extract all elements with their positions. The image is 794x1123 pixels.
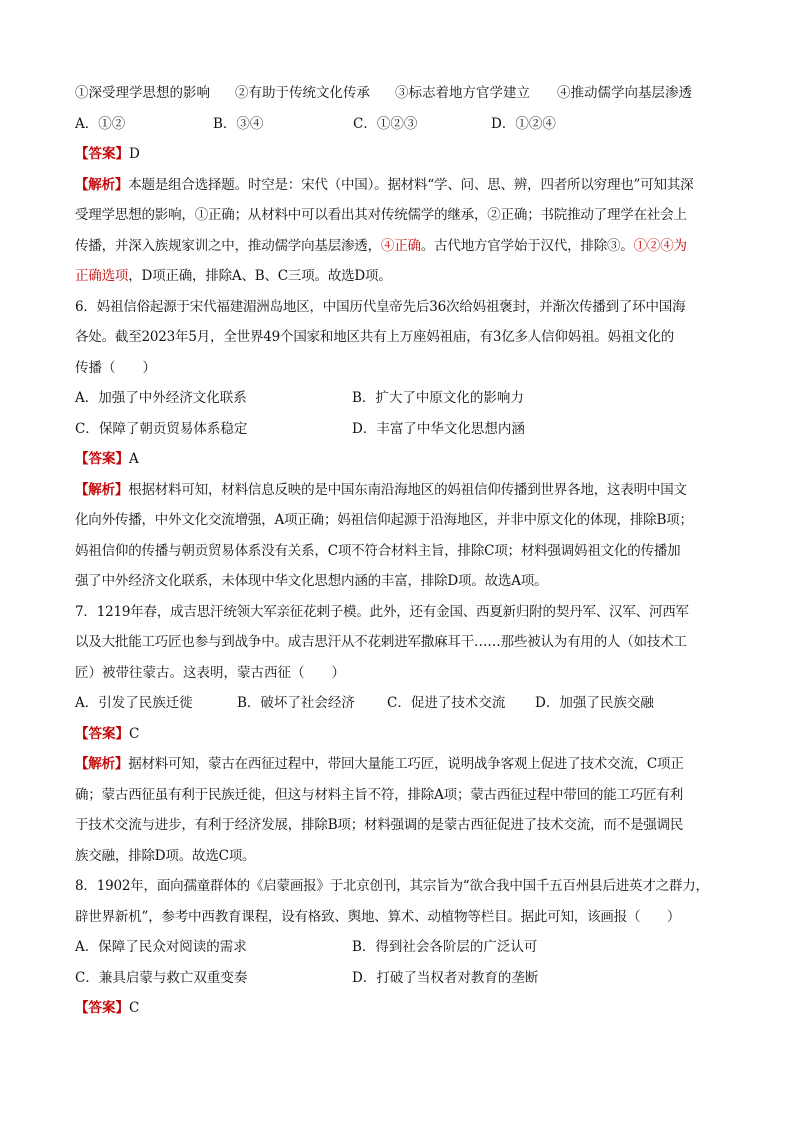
q5-analysis-line: [75, 231, 723, 262]
q8-answer: [75, 993, 723, 1024]
q5-statement: ②有助于传统文化传承: [235, 85, 370, 101]
q8-stem: [75, 871, 723, 902]
analysis-text: 于技术交流与进步，有利于经济发展，排除B项；材料强调的是蒙古西征促进了技术交流，而不是强调民: [75, 817, 684, 833]
answer-value: A: [129, 451, 139, 467]
analysis-text: 根据材料可知，材料信息反映的是中国东南沿海地区的妈祖信仰传播到世界各地，这表明中国文: [128, 481, 687, 498]
q7-options: [75, 688, 723, 719]
answer-label: 【答案】: [75, 146, 129, 162]
q6-option-c: C．保障了朝贡贸易体系稳定: [75, 420, 248, 437]
answer-label: 【答案】: [75, 725, 129, 742]
q5-analysis-line: [75, 170, 723, 201]
q7-analysis-line: [75, 810, 723, 841]
question-stem: 匠）被带往蒙古。这表明，蒙古西征（ ）: [75, 664, 345, 681]
q8-stem: [75, 902, 723, 933]
q6-options-row: [75, 414, 723, 445]
q5-option-a: A．①②: [75, 115, 126, 132]
q6-analysis-line: [75, 505, 723, 536]
analysis-label: 【解析】: [75, 481, 129, 498]
question-stem: 各处。截至2023年5月，全世界49个国家和地区共有上万座妈祖庙，有3亿多人信仰妈祖。妈祖文化的: [75, 329, 675, 345]
answer-value: C: [129, 1000, 140, 1016]
q8-option-a: A．保障了民众对阅读的需求: [75, 939, 247, 955]
q5-option-c: C．①②③: [353, 115, 418, 132]
analysis-text: 据材料可知，蒙古在西征过程中，带回大量能工巧匠，说明战争客观上促进了技术交流，C项正: [128, 756, 684, 772]
answer-label: 【答案】: [75, 451, 129, 467]
analysis-label: 【解析】: [75, 176, 129, 193]
q5-statement: ③标志着地方官学建立: [395, 85, 530, 101]
analysis-text: 化向外传播，中外文化交流增强，A项正确；妈祖信仰起源于沿海地区，并非中原文化的体现，排除B项；: [75, 512, 693, 528]
analysis-text: 妈祖信仰的传播与朝贡贸易体系没有关系，C项不符合材料主旨，排除C项；材料强调妈祖文化的传播加: [75, 542, 681, 559]
q7-option-c: C．促进了技术交流: [387, 695, 506, 711]
q7-answer: [75, 719, 723, 750]
q6-stem: [75, 292, 723, 323]
exam-page: [75, 78, 723, 1024]
question-stem: 传播（ ）: [75, 359, 156, 376]
q7-stem: [75, 658, 723, 689]
q6-options-row: [75, 383, 723, 414]
q5-statement: ①深受理学思想的影响: [75, 85, 210, 101]
q6-analysis-line: [75, 536, 723, 567]
analysis-text: ，D项正确，排除A、B、C三项。故选D项。: [128, 268, 392, 284]
question-stem: 辟世界新机”，参考中西教育课程，设有格致、舆地、算术、动植物等栏目。据此可知，该画报（ ）: [75, 908, 681, 925]
q7-analysis-line: [75, 841, 723, 872]
q5-analysis-line: [75, 200, 723, 231]
analysis-text: 强了中外经济文化联系，未体现中华文化思想内涵的丰富，排除D项。故选A项。: [75, 573, 548, 589]
q6-answer: [75, 444, 723, 475]
q7-option-b: B．破坏了社会经济: [237, 695, 355, 711]
q6-analysis-line: [75, 475, 723, 506]
q7-analysis-line: [75, 749, 723, 780]
q5-statements: [75, 78, 723, 109]
answer-value: D: [129, 146, 140, 162]
analysis-text: 传播，并深入族规家训之中，推动儒学向基层渗透，: [75, 237, 381, 254]
analysis-highlight: 正确选项: [75, 268, 129, 284]
q6-analysis-line: [75, 566, 723, 597]
q7-stem: [75, 597, 723, 628]
q6-option-a: A．加强了中外经济文化联系: [75, 390, 247, 406]
q6-option-b: B．扩大了中原文化的影响力: [352, 390, 524, 406]
analysis-text: 确；蒙古西征虽有利于民族迁徙，但这与材料主旨不符，排除A项；蒙古西征过程中带回的能工巧匠有利: [75, 786, 684, 803]
q6-option-d: D．丰富了中华文化思想内涵: [352, 420, 525, 437]
q5-options: [75, 109, 723, 140]
analysis-highlight: ④正确: [380, 237, 421, 254]
analysis-text: 受理学思想的影响，①正确；从材料中可以看出其对传统儒学的继承，②正确；书院推动了理学在社会上: [75, 207, 687, 223]
answer-value: C: [129, 725, 140, 742]
q5-answer: [75, 139, 723, 170]
q5-statement: ④推动儒学向基层渗透: [557, 85, 692, 101]
q8-options-row: [75, 963, 723, 994]
question-stem: 7．1219年春，成吉思汗统领大军亲征花剌子模。此外，还有金国、西夏新归附的契丹军、汉军、河西军: [75, 603, 689, 620]
q5-analysis-line: [75, 261, 723, 292]
question-stem: 8．1902年，面向孺童群体的《启蒙画报》于北京创刊，其宗旨为“欲合我中国千五百州县后进英才之群力，: [75, 878, 709, 894]
q5-option-b: B．③④: [213, 115, 264, 132]
analysis-text: 本题是组合选择题。时空是：宋代（中国）。据材料“学、问、思、辨，四者所以穷理也”可知其深: [128, 176, 694, 193]
q6-stem: [75, 322, 723, 353]
q5-option-d: D．①②④: [491, 115, 556, 132]
question-stem: 6．妈祖信俗起源于宋代福建湄洲岛地区，中国历代皇帝先后36次给妈祖褒封，并渐次传播到了环中国海: [75, 298, 686, 315]
q8-option-d: D．打破了当权者对教育的垄断: [352, 969, 539, 986]
analysis-text: 族交融，排除D项。故选C项。: [75, 847, 256, 864]
question-stem: 以及大批能工巧匠也参与到战争中。成吉思汗从不花剌进军撒麻耳干……那些被认为有用的人（如技术工: [75, 634, 687, 650]
q6-stem: [75, 353, 723, 384]
analysis-highlight: ①②④为: [633, 237, 687, 254]
analysis-label: 【解析】: [75, 756, 129, 772]
q7-option-a: A．引发了民族迁徙: [75, 695, 193, 711]
q7-stem: [75, 627, 723, 658]
q7-option-d: D．加强了民族交融: [535, 695, 654, 711]
q8-options-row: [75, 932, 723, 963]
q8-option-b: B．得到社会各阶层的广泛认可: [352, 939, 538, 955]
q7-analysis-line: [75, 780, 723, 811]
analysis-text: 。古代地方官学始于汉代，排除③。: [420, 237, 634, 254]
q8-option-c: C．兼具启蒙与救亡双重变奏: [75, 969, 248, 986]
answer-label: 【答案】: [75, 1000, 129, 1016]
